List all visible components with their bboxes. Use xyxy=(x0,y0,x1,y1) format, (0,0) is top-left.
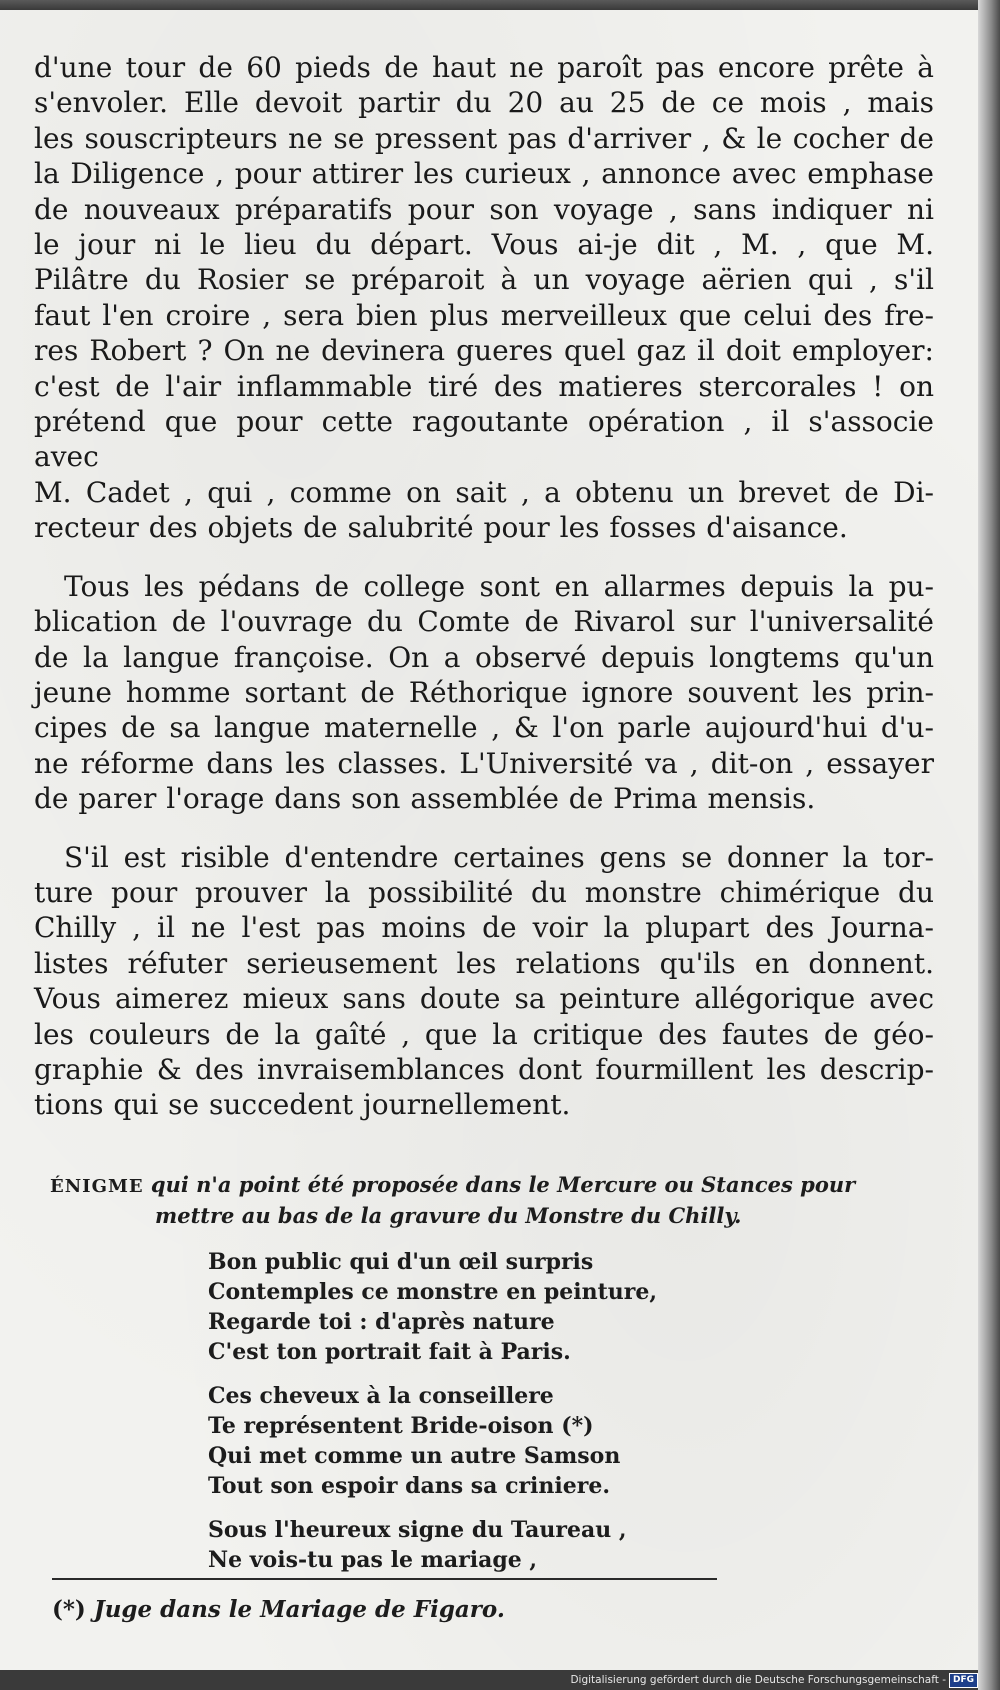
verse-line: Qui met comme un autre Samson xyxy=(208,1443,621,1469)
scan-right-edge xyxy=(978,0,1000,1690)
verse-line: Ne vois-tu pas le mariage , xyxy=(208,1547,538,1573)
footnote-rule xyxy=(52,1578,717,1580)
stanza-1 xyxy=(208,1247,768,1367)
text-line: ne réforme dans les classes. L'Université va , dit-on , essayer xyxy=(34,746,934,780)
footnote xyxy=(52,1595,505,1625)
text-line: le jour ni le lieu du départ. Vous ai-je dit , M. , que M. xyxy=(34,228,934,262)
book-page xyxy=(0,10,980,1670)
text-line: Vous aimerez mieux sans doute sa peinture allégorique avec xyxy=(34,982,934,1016)
dfg-logo-icon: DFG xyxy=(949,1673,978,1688)
text-line: les couleurs de la gaîté , que la critique des fautes de géo- xyxy=(34,1017,934,1051)
stanza-2 xyxy=(208,1381,768,1501)
verse-line: Contemples ce monstre en peinture, xyxy=(208,1279,657,1305)
paragraph-1 xyxy=(34,50,934,546)
poem-title-line-2: mettre au bas de la gravure du Monstre du Chilly. xyxy=(155,1203,742,1228)
text-line: blication de l'ouvrage du Comte de Rivarol sur l'universalité xyxy=(34,605,934,639)
text-line: ture pour prouver la possibilité du monstre chimérique du xyxy=(34,875,934,909)
poem-title-caps: ÉNIGME xyxy=(50,1176,144,1197)
poem-title xyxy=(50,1170,930,1230)
verse-line: C'est ton portrait fait à Paris. xyxy=(208,1339,571,1365)
text-line: les souscripteurs ne se pressent pas d'arriver , & le cocher de xyxy=(34,121,934,155)
stanza-3 xyxy=(208,1515,768,1575)
text-line: S'il est risible d'entendre certaines gens se donner la tor- xyxy=(64,840,934,874)
text-line: la Diligence , pour attirer les curieux , annonce avec emphase xyxy=(34,157,934,191)
text-line: de parer l'orage dans son assemblée de Prima mensis. xyxy=(34,782,816,816)
verse-line: Ces cheveux à la conseillere xyxy=(208,1383,554,1409)
text-line: listes réfuter serieusement les relations qu'ils en donnent. xyxy=(34,946,934,980)
text-line: s'envoler. Elle devoit partir du 20 au 25 de ce mois , mais xyxy=(34,86,934,120)
verse-line: Tout son espoir dans sa criniere. xyxy=(208,1473,611,1499)
text-line: res Robert ? On ne devinera gueres quel gaz il doit employer: xyxy=(34,334,934,368)
text-line: Tous les pédans de college sont en allarmes depuis la pu- xyxy=(64,569,934,603)
text-line: Chilly , il ne l'est pas moins de voir la plupart des Journa- xyxy=(34,911,934,945)
poem-title-rest: qui n'a point été proposée dans le Mercure ou Stances pour xyxy=(143,1172,856,1197)
verse-line: Te représentent Bride-oison (*) xyxy=(208,1413,594,1439)
verse-line: Sous l'heureux signe du Taureau , xyxy=(208,1517,627,1543)
text-line: M. Cadet , qui , comme on sait , a obtenu un brevet de Di- xyxy=(34,475,934,509)
text-line: c'est de l'air inflammable tiré des matieres stercorales ! on xyxy=(34,369,934,403)
body-text xyxy=(34,50,934,1146)
text-line: recteur des objets de salubrité pour les fosses d'aisance. xyxy=(34,511,848,545)
text-line: de la langue françoise. On a observé depuis longtems qu'un xyxy=(34,640,934,674)
text-line: de nouveaux préparatifs pour son voyage , sans indiquer ni xyxy=(34,192,934,226)
text-line: tions qui se succedent journellement. xyxy=(34,1088,571,1122)
text-line: cipes de sa langue maternelle , & l'on parle aujourd'hui d'u- xyxy=(34,711,934,745)
text-line: graphie & des invraisemblances dont fourmillent les descrip- xyxy=(34,1052,934,1086)
text-line: Pilâtre du Rosier se préparoit à un voyage aërien qui , s'il xyxy=(34,263,934,297)
verse-line: Bon public qui d'un œil surpris xyxy=(208,1249,594,1275)
credit-text: Digitalisierung gefördert durch die Deutsche Forschungsgemeinschaft - xyxy=(570,1674,946,1686)
text-line: prétend que pour cette ragoutante opération , il s'associe avec xyxy=(34,405,934,474)
digitization-credit xyxy=(570,1672,978,1688)
text-line: faut l'en croire , sera bien plus merveilleux que celui des fre- xyxy=(34,298,934,332)
footnote-text: Juge dans le Mariage de Figaro. xyxy=(93,1596,505,1623)
paragraph-3 xyxy=(34,840,934,1123)
verse-line: Regarde toi : d'après nature xyxy=(208,1309,555,1335)
poem-verse xyxy=(208,1247,768,1589)
text-line: jeune homme sortant de Réthorique ignore souvent les prin- xyxy=(34,675,934,709)
text-line: d'une tour de 60 pieds de haut ne paroît pas encore prête à xyxy=(34,51,934,84)
paragraph-2 xyxy=(34,569,934,817)
poem-title-line-1 xyxy=(50,1170,930,1201)
footnote-mark: (*) xyxy=(52,1596,94,1623)
